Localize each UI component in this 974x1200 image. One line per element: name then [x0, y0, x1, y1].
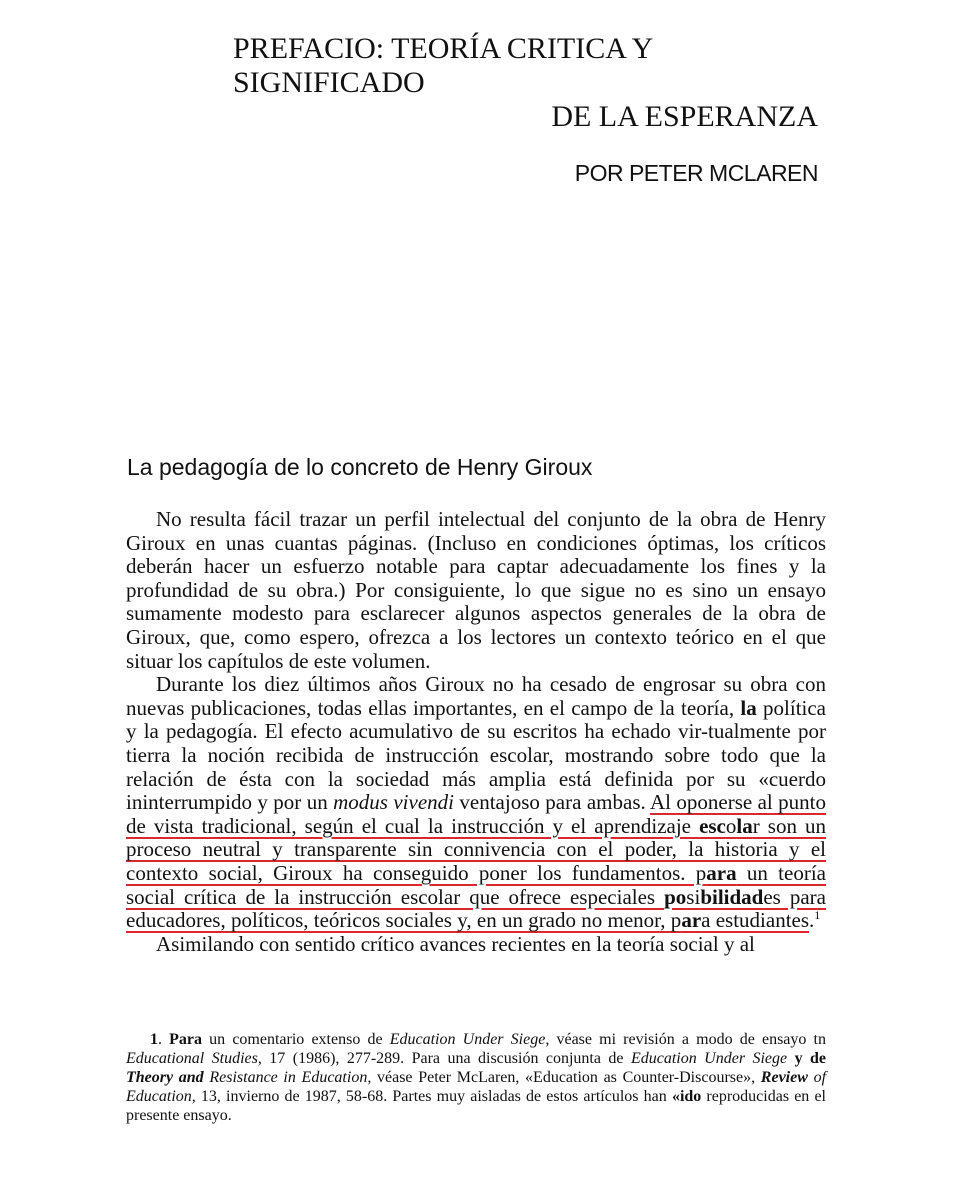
p2-bold-la: la [740, 695, 757, 720]
fn-bold-italic: Theory and [126, 1069, 204, 1086]
hl-bold: po [664, 884, 687, 909]
hl-text: a estudiantes [701, 908, 810, 933]
fn-italic: of Education, [126, 1069, 827, 1105]
hl-text: r son un proceso neutral y transparente sin connivencia con el poder, la historia y el contexto social, Giroux ha conseguido poner los fundamentos. p [126, 813, 826, 885]
fn-text: un comentario extenso de [202, 1031, 390, 1048]
p2-text: Durante los diez últimos años Giroux no ha cesado de engrosar su obra con nuevas publicaciones, todas ellas importantes, en el campo de la teoría, [126, 672, 826, 720]
hl-text: un teoría social crítica de la instrucción escolar que ofrece especiales [126, 860, 826, 909]
paragraph-2 [126, 673, 826, 933]
p2-text: ventajoso para ambas. [454, 790, 650, 815]
fn-text: véase mi revisión a modo de ensayo tn [549, 1031, 826, 1048]
fn-text: reproducidas en el presente ensayo. [126, 1088, 827, 1124]
p2-period: . [809, 908, 815, 933]
footnote [126, 1030, 826, 1125]
fn-italic: Education Under Siege, [389, 1031, 550, 1048]
fn-bold: «ido [671, 1088, 702, 1105]
hl-text: para educadores, políticos, teóricos sociales y, en un grado no menor, p [126, 884, 826, 933]
hl-text: si [686, 884, 701, 909]
fn-italic: Resistance in Education, [209, 1069, 372, 1086]
fn-italic: Education Under Siege [630, 1050, 788, 1067]
chapter-title-block [0, 0, 974, 200]
paragraph-3: Asimilando con sentido crítico avances recientes en la teoría social y al [156, 931, 755, 956]
author-byline: POR PETER MCLAREN [574, 160, 818, 186]
footnote-ref[interactable]: 1 [814, 908, 821, 923]
hl-bold: ara [706, 860, 737, 885]
fn-text: 13, invierno de 1987, 58-68. Partes muy aisladas de estos artículos han [195, 1088, 672, 1105]
fn-italic: Educational Studies, [126, 1050, 262, 1067]
footnote-number: 1 [150, 1031, 158, 1048]
chapter-title-line-3: DE LA ESPERANZA [551, 100, 818, 133]
fn-bold: Para [169, 1031, 203, 1048]
p2-italic-modus-vivendi: modus vivendi [333, 790, 454, 815]
footnote-1 [126, 1030, 826, 1125]
chapter-title-line-2: SIGNIFICADO [233, 66, 425, 99]
fn-text: véase Peter McLaren, «Education as Counter-Discourse», [371, 1069, 761, 1086]
hl-text: o [725, 813, 737, 838]
fn-text: 17 (1986), 277-289. Para una discusión conjunta de [261, 1050, 631, 1067]
hl-bold: la [736, 813, 753, 838]
p2-text: política y la pedagogía. El efecto acumulativo de su escritos ha echado vir-tualmente por tierra la noción recibida de instrucción escolar, mostrando sobre todo que la relación de ésta con la sociedad más amplia está definida por su «cuerdo ininterrumpido y por un [126, 695, 827, 815]
hl-bold: bilidad [700, 884, 764, 909]
chapter-title-line-1: PREFACIO: TEORÍA CRITICA Y [233, 32, 654, 65]
hl-text: es [763, 884, 781, 909]
paragraph-1: No resulta fácil trazar un perfil intelectual del conjunto de la obra de Henry Giroux en unas cuantas páginas. (Incluso en condiciones óptimas, los críticos deberán hacer un esfuerzo notable para captar adecuadamente los fines y la profundidad de su obra.) Por consiguiente, lo que sigue no es sino un ensayo sumamente modesto para esclarecer algunos aspectos generales de la obra de Giroux, que, como espero, ofrezca a los lectores un contexto teórico en el que situar los capítulos de este volumen. [126, 507, 826, 673]
fn-text: . [158, 1031, 170, 1048]
hl-text: Al oponerse al punto de vista tradicional, según el cual la instrucción y el aprendizaje [126, 790, 826, 838]
body-text [126, 508, 826, 956]
fn-bold-italic: Review [760, 1069, 808, 1086]
hl-bold: esc [699, 813, 726, 838]
fn-bold: y de [787, 1050, 827, 1067]
section-heading: La pedagogía de lo concreto de Henry Giroux [127, 454, 593, 480]
hl-bold: ar [681, 908, 702, 933]
